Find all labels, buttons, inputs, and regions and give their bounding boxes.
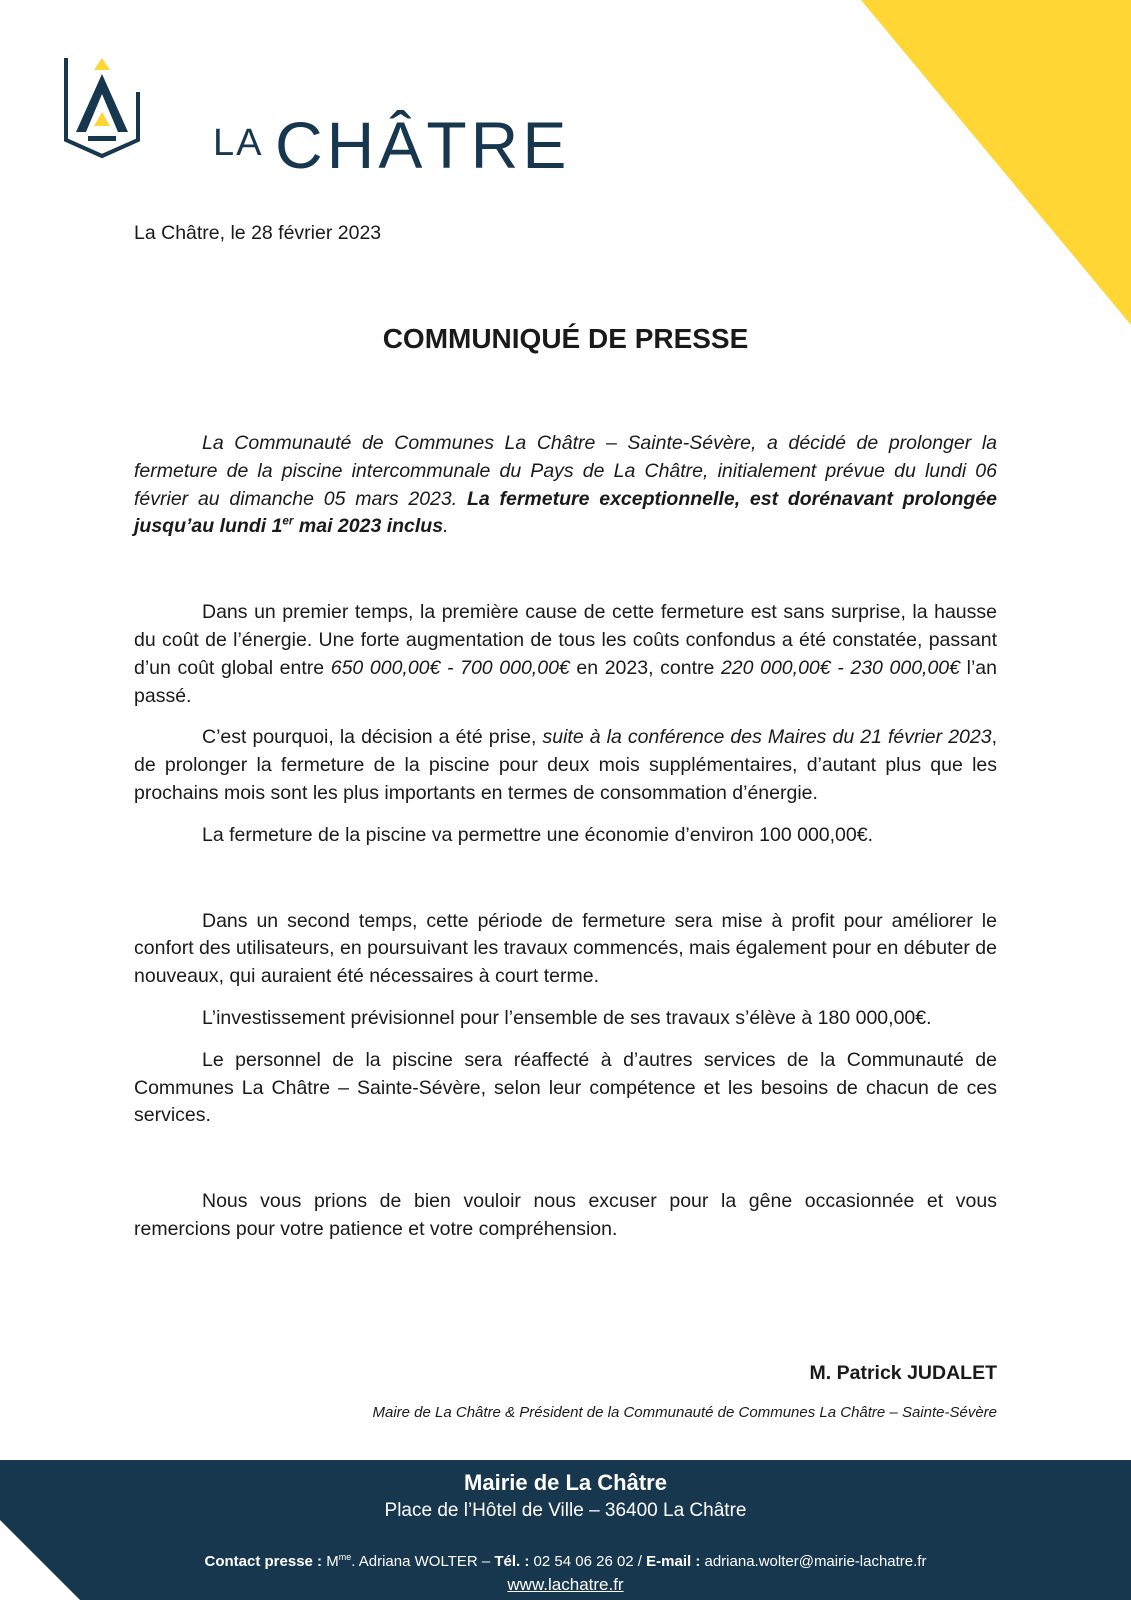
la-chatre-logo[interactable] [62,52,571,182]
footer-org-name: Mairie de La Châtre [464,1470,667,1495]
footer-email-link[interactable]: adriana.wolter@mairie-lachatre.fr [700,1553,927,1570]
footer-website [0,1575,1131,1595]
press-release-body [134,430,997,1244]
paragraph-6: L’investissement prévisionnel pour l’ensemble de ses travaux s’élève à 180 000,00€. [202,1006,932,1029]
paragraph-1: La Communauté de Communes La Châtre – Sainte-Sévère, a décidé de prolonger la fermeture de la piscine intercommunale du Pays de La Châtre, initialement prévue du lundi 06 février au dimanche 05 mars 2023. La fermeture exceptionnelle, est dorénavant prolongée jusqu’au lundi 1er mai 2023 inclus. [134,432,998,538]
paragraph-8: Nous vous prions de bien vouloir nous excuser pour la gêne occasionnée et vous remercions pour votre patience et votre compréhension. [134,1190,997,1240]
closure-extension-highlight: La fermeture exceptionnelle, est dorénavant prolongée jusqu’au lundi 1er mai 2023 inclus [134,487,998,538]
paragraph-7: Le personnel de la piscine sera réaffecté à d’autres services de la Communauté de Communes La Châtre – Sainte-Sévère, selon leur compétence et les besoins de chacun de ces services. [134,1048,997,1127]
footer-address: Place de l’Hôtel de Ville – 36400 La Châtre [384,1500,747,1521]
signer-name: M. Patrick JUDALET [809,1362,997,1384]
chateau-a-icon [62,52,142,162]
footer [0,1460,1131,1600]
logo-la-text: LA [213,122,264,164]
paragraph-4: La fermeture de la piscine va permettre une économie d’environ 100 000,00€. [202,823,873,846]
page-title: COMMUNIQUÉ DE PRESSE [382,323,749,354]
signer-role: Maire de La Châtre & Président de la Communauté de Communes La Châtre – Sainte-Sévère [372,1404,997,1421]
yellow-corner-triangle [861,0,1131,330]
website-link[interactable]: www.lachatre.fr [507,1575,624,1594]
paragraph-5: Dans un second temps, cette période de fermeture sera mise à profit pour améliorer le confort des utilisateurs, en poursuivant les travaux commencés, mais également pour en débuter de nouveaux, qui auraient été nécessaires à court terme. [134,909,997,988]
paragraph-3: C’est pourquoi, la décision a été prise, suite à la conférence des Maires du 21 février 2023, de prolonger la fermeture de la piscine pour deux mois supplémentaires, d’autant plus que les prochains mois sont les plus importants en termes de consommation d’énergie. [134,726,998,804]
footer-contact: Contact presse : $M^{me}$. Adriana WOLTER – Tél. : 02 54 06 26 02 / E-mail : adriana.wolter@mairie-lachatre.fr [204,1552,927,1570]
paragraph-2: Dans un premier temps, la première cause de cette fermeture est sans surprise, la hausse du coût de l’énergie. Une forte augmentation de tous les coûts confondus a été constatée, passant d’un coût global entre 650 000,00€ - 700 000,00€ en 2023, contre 220 000,00€ - 230 000,00€ l’an passé. [134,601,997,707]
date-line: La Châtre, le 28 février 2023 [134,222,382,244]
logo-chatre-text: CHÂTRE [275,108,571,182]
